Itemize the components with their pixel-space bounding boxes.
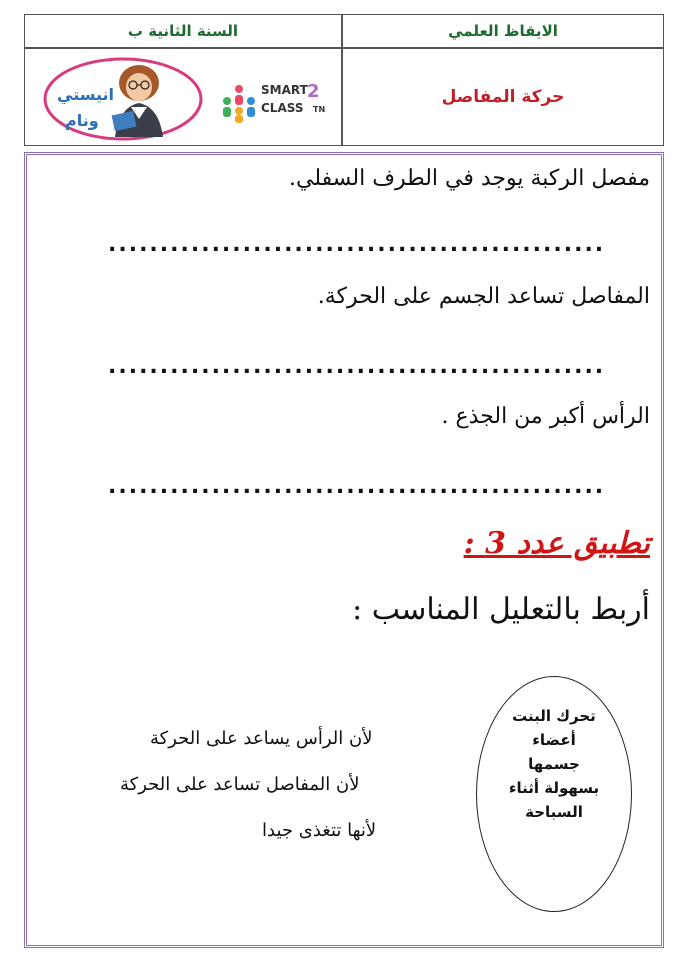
answer-line-3[interactable]: ................................................	[108, 474, 606, 499]
reason-2: لأن المفاصل تساعد على الحركة	[120, 774, 360, 795]
smart-class-people-icon	[221, 83, 257, 123]
subject-label: الايقاظ العلمي	[448, 22, 558, 40]
smart-logo-suffix: TN	[313, 105, 326, 114]
teacher-logo	[43, 57, 203, 141]
situation-line-2: أعضاء	[532, 731, 576, 749]
situation-line-3: جسمها	[528, 755, 580, 773]
teacher-logo-text-1: انيستي	[57, 85, 115, 104]
statement-2: المفاصل تساعد الجسم على الحركة.	[317, 284, 650, 309]
smart-logo-line2: CLASS	[261, 101, 304, 115]
statement-3: الرأس أكبر من الجذع .	[441, 404, 650, 429]
teacher-logo-text-2: ونام	[65, 111, 99, 130]
lesson-title: حركة المفاصل	[441, 87, 565, 107]
smart-logo-badge: 2	[307, 81, 320, 102]
reason-3: لأنها تتغذى جيدا	[262, 820, 377, 841]
situation-text	[476, 704, 632, 824]
header-table	[24, 14, 664, 146]
reason-1: لأن الرأس يساعد على الحركة	[150, 728, 373, 749]
smart-class-logo	[221, 83, 341, 127]
smart-logo-line1: SMART	[261, 83, 308, 97]
situation-line-5: السباحة	[525, 803, 583, 821]
situation-line-4: بسهولة أثناء	[508, 779, 600, 797]
application-instruction: أربط بالتعليل المناسب :	[352, 592, 650, 627]
answer-line-1[interactable]: ................................................	[108, 232, 606, 257]
application-title: تطبيق عدد 3 :	[463, 526, 650, 561]
situation-line-1: تحرك البنت	[512, 707, 596, 725]
class-level-label: السنة الثانية ب	[127, 22, 239, 40]
statement-1: مفصل الركبة يوجد في الطرف السفلي.	[289, 166, 650, 191]
answer-line-2[interactable]: ................................................	[108, 354, 606, 379]
